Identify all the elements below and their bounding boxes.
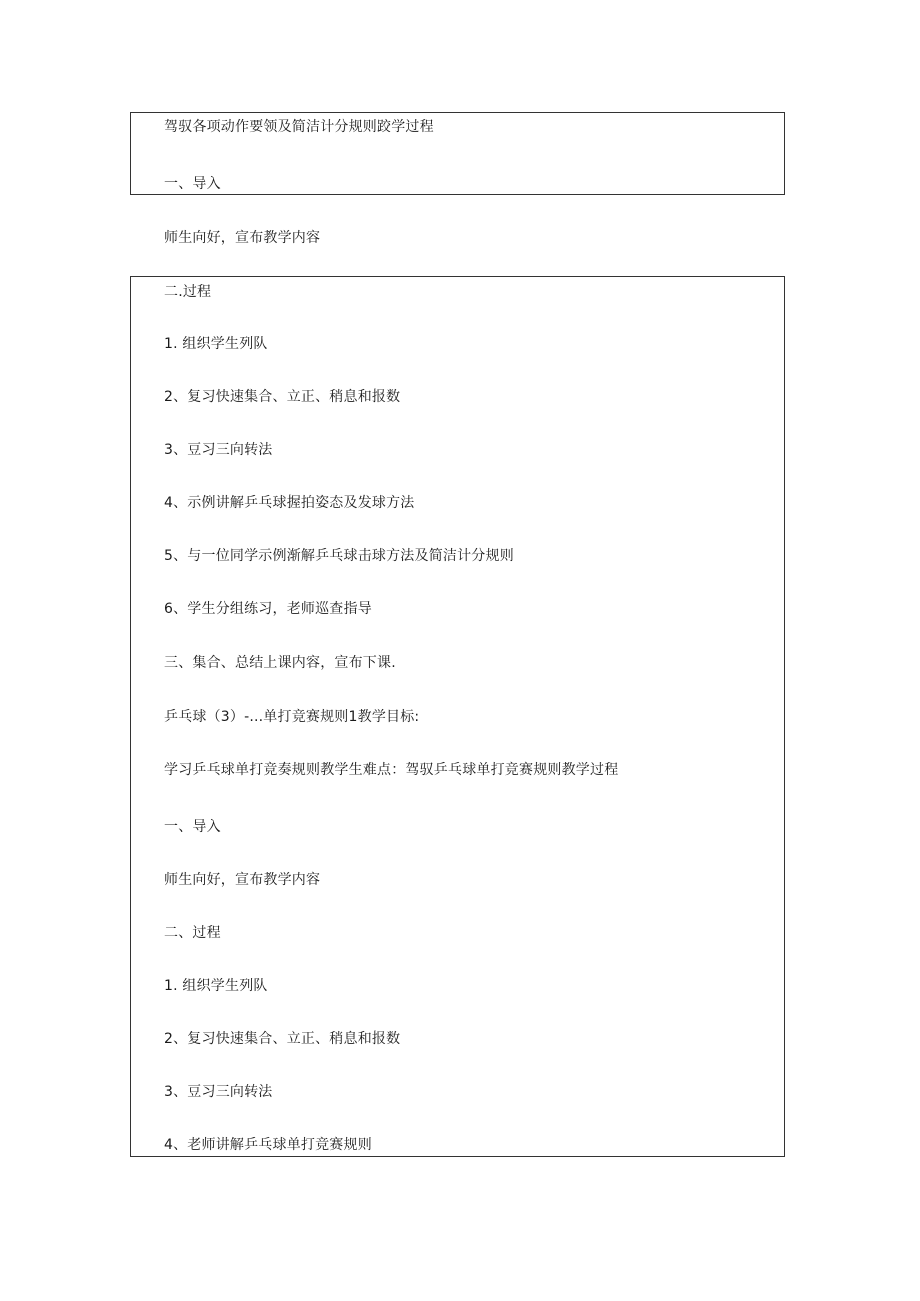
lesson3-step-item: 4、老师讲解乒乓球单打竞赛规则	[164, 1137, 372, 1153]
step-item: 6、学生分组练习，老师巡查指导	[164, 601, 372, 617]
step-item: 2、复习快速集合、立正、稍息和报数	[164, 389, 401, 405]
lesson3-step-item: 3、豆习三向转法	[164, 1084, 273, 1100]
lesson3-greeting: 师生向好，宣布教学内容	[164, 872, 321, 888]
lesson3-intro-heading: 一、导入	[164, 819, 221, 835]
step-item: 5、与一位同学示例渐解乒乓球击球方法及简洁计分规则	[164, 548, 514, 564]
lesson3-step-item: 1. 组织学生列队	[164, 978, 268, 994]
step-item: 1. 组织学生列队	[164, 336, 268, 352]
lesson3-title: 乒乓球（3）-...单打竞赛规则1教学目标:	[164, 709, 420, 725]
step-item: 4、示例讲解乒乓球握拍姿态及发球方法	[164, 495, 415, 511]
lesson3-goal: 学习乒乓球单打竞奏规则教学生难点：驾驭乒乓球单打竞赛规则教学过程	[164, 762, 619, 778]
lesson-title: 驾驭各项动作要领及简洁计分规则跤学过程	[164, 119, 434, 135]
lesson3-step-item: 2、复习快速集合、立正、稍息和报数	[164, 1031, 401, 1047]
process-heading: 二.过程	[164, 284, 212, 300]
conclusion-text: 三、集合、总结上课内容，宣布下课.	[164, 655, 396, 671]
step-item: 3、豆习三向转法	[164, 442, 273, 458]
intro-heading: 一、导入	[164, 176, 221, 192]
lesson3-process-heading: 二、过程	[164, 925, 221, 941]
greeting-text: 师生向好，宣布教学内容	[164, 230, 321, 246]
